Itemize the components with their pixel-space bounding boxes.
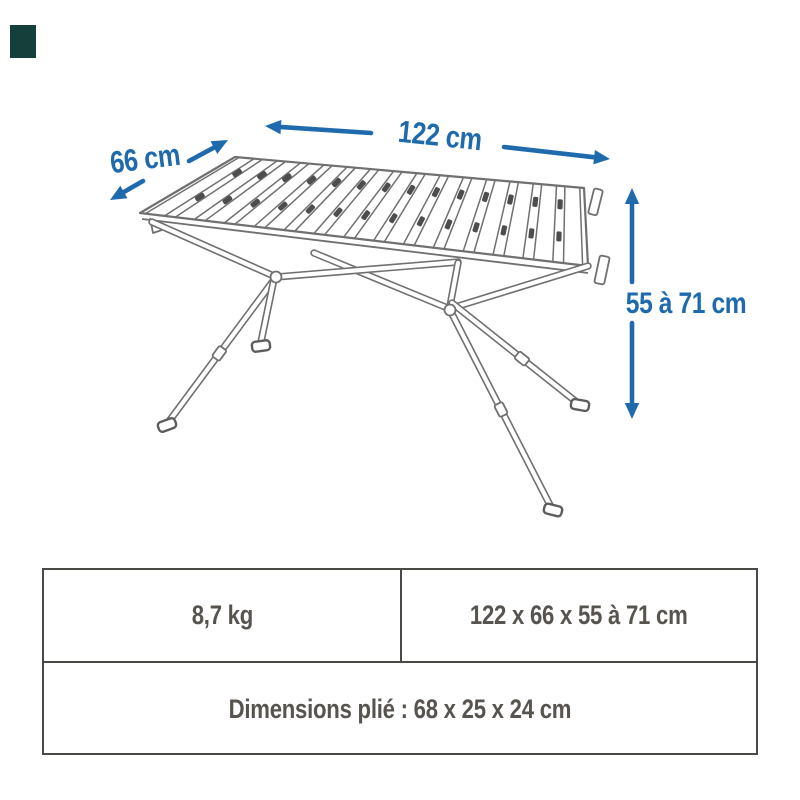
table-drawing xyxy=(140,157,610,517)
dimension-label-depth: 66 cm xyxy=(108,136,182,181)
spec-weight-value: 8,7 kg xyxy=(191,600,253,630)
spec-weight-cell xyxy=(44,570,402,661)
spec-folded-cell xyxy=(44,663,756,755)
spec-dimensions-cell xyxy=(402,570,756,661)
spec-table-row-1 xyxy=(44,570,756,663)
dimension-label-height: 55 à 71 cm xyxy=(625,287,747,320)
table-legs xyxy=(167,277,579,509)
spec-dimensions-value: 122 x 66 x 55 à 71 cm xyxy=(470,600,688,630)
spec-table xyxy=(42,568,758,755)
dimension-label-width: 122 cm xyxy=(396,113,484,158)
feet xyxy=(157,340,590,517)
spec-folded-value: Dimensions plié : 68 x 25 x 24 cm xyxy=(228,693,572,724)
